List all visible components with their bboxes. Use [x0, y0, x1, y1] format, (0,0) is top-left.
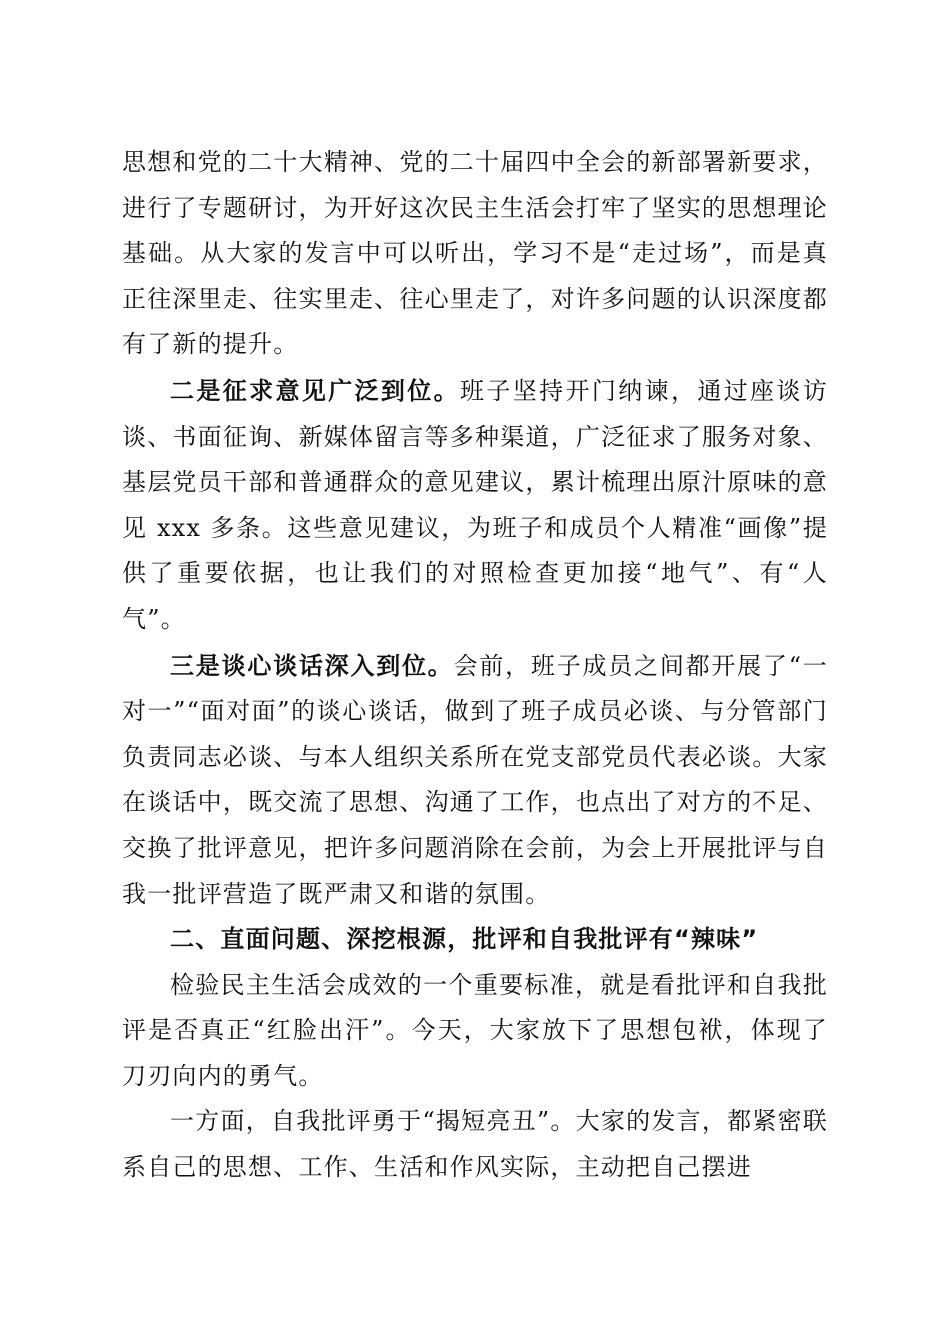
section-heading: 二、直面问题、深挖根源，批评和自我批评有“辣味”	[170, 925, 759, 954]
paragraph-criticism-standard	[122, 963, 828, 1100]
paragraph-lead: 二是征求意见广泛到位。	[170, 375, 461, 405]
paragraph-continuation	[122, 140, 828, 368]
paragraph-text: 检验民主生活会成效的一个重要标准，就是看批评和自我批评是否真正“红脸出汗”。今天，大家放下了思想包袱，体现了刀刃向内的勇气。	[122, 970, 828, 1090]
paragraph-lead: 三是谈心谈话深入到位。	[170, 650, 454, 680]
paragraph-text: 班子坚持开门纳谏，通过座谈访谈、书面征询、新媒体留言等多种渠道，广泛征求了服务对象、基层党员干部和普通群众的意见建议，累计梳理出原汁原味的意见 xxx 多条。这些意见建议，为班子和成员个人精准“画像”提供了重要依据，也让我们的对照检查更加接“地气”、有“人气”。	[122, 376, 828, 633]
paragraph-solicit-opinions	[122, 368, 828, 643]
paragraph-text: 一方面，自我批评勇于“揭短亮丑”。大家的发言，都紧密联系自己的思想、工作、生活和作风实际，主动把自己摆进	[122, 1107, 828, 1182]
paragraph-self-criticism	[122, 1099, 828, 1190]
paragraph-text: 思想和党的二十大精神、党的二十届四中全会的新部署新要求，进行了专题研讨，为开好这次民主生活会打牢了坚实的思想理论基础。从大家的发言中可以听出，学习不是“走过场”，而是真正往深里走、往实里走、往心里走了，对许多问题的认识深度都有了新的提升。	[122, 148, 828, 359]
paragraph-heart-to-heart-talks	[122, 643, 828, 918]
paragraph-text: 会前，班子成员之间都开展了“一对一”“面对面”的谈心谈话，做到了班子成员必谈、与分管部门负责同志必谈、与本人组织关系所在党支部党员代表必谈。大家在谈话中，既交流了思想、沟通了工作，也点出了对方的不足、交换了批评意见，把许多问题消除在会前，为会上开展批评与自我一批评营造了既严肃又和谐的氛围。	[122, 651, 828, 908]
